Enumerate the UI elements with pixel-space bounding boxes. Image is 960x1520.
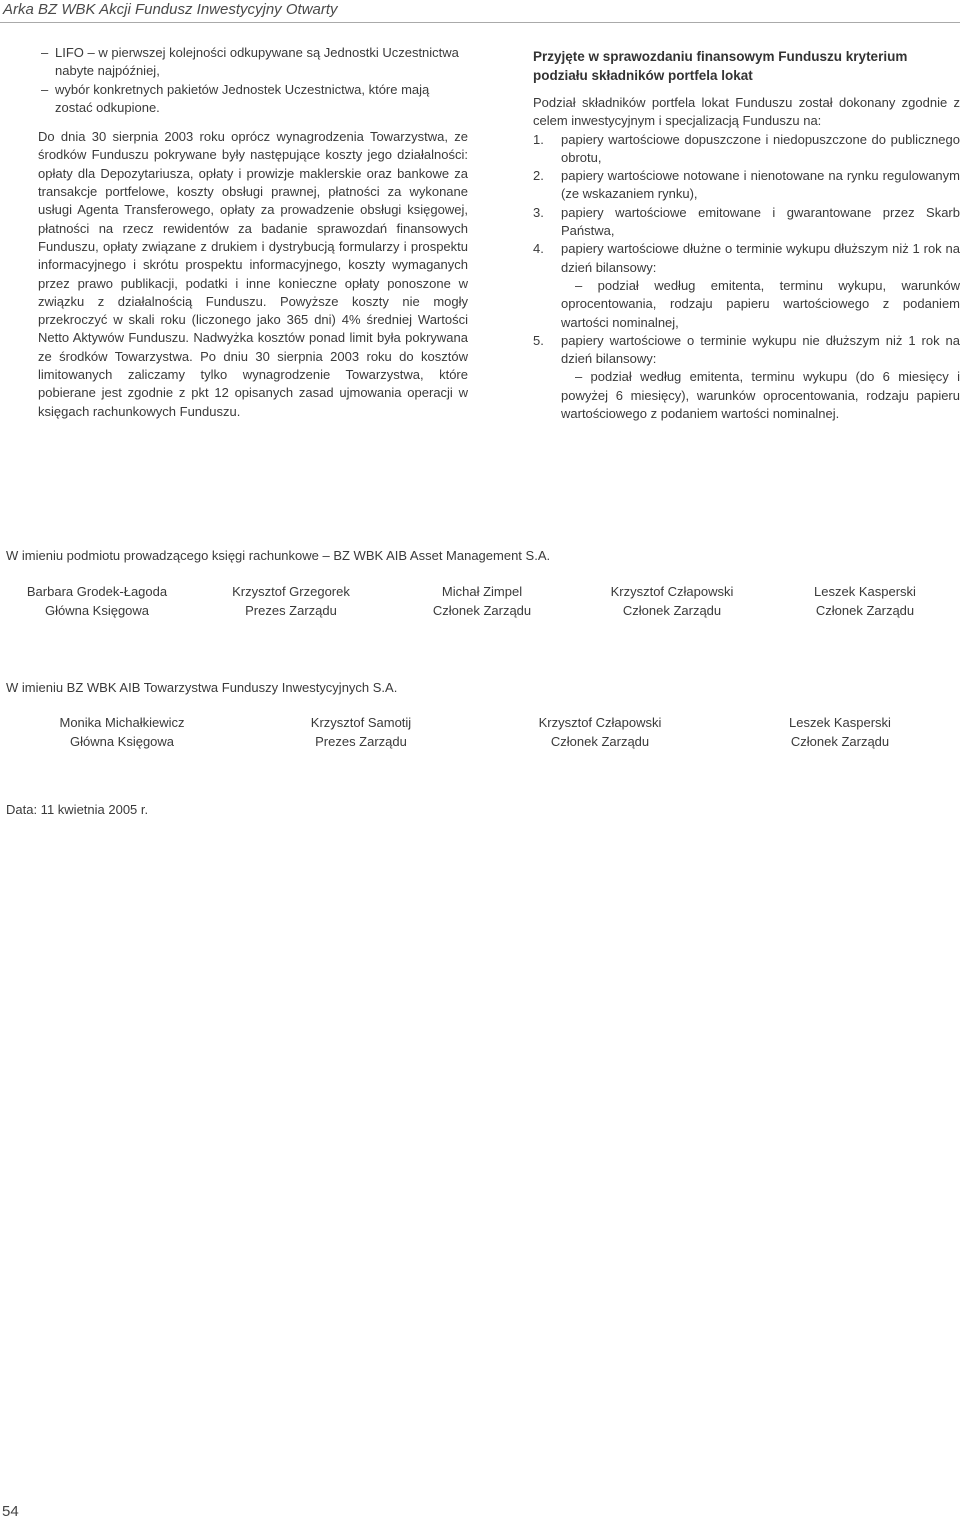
list-item-subpoint: – podział według emitenta, terminu wykupu (do 6 miesięcy i powyżej 6 miesięcy), warunków oprocentowania, rodzaju papieru wartościowego z podaniem wartości nominalnej. <box>561 369 960 422</box>
document-header-title: Arka BZ WBK Akcji Fundusz Inwestycyjny Otwarty <box>3 1 338 18</box>
list-item <box>38 81 468 118</box>
signatory-role: Członek Zarządu <box>432 603 532 618</box>
signatory-role: Członek Zarządu <box>790 734 890 749</box>
list-item <box>533 167 960 204</box>
signatory-name: Leszek Kasperski <box>814 584 916 599</box>
signatory-name: Barbara Grodek-Łagoda <box>26 584 168 599</box>
signature-block <box>7 582 187 620</box>
signature-block <box>201 582 381 620</box>
signatory-role: Główna Księgowa <box>44 603 150 618</box>
portfolio-criteria-list <box>533 131 960 424</box>
dash-bullet: – <box>41 45 49 60</box>
section-heading: Przyjęte w sprawozdaniu finansowym Funduszu kryterium podziału składników portfela lokat <box>533 49 908 83</box>
signature-block <box>392 582 572 620</box>
signatory-name: Krzysztof Samotij <box>310 715 412 730</box>
signatory-name: Krzysztof Grzegorek <box>232 584 350 599</box>
signatory-name: Monika Michałkiewicz <box>59 715 185 730</box>
list-item-text: papiery wartościowe o terminie wykupu nie dłuższym niż 1 rok na dzień bilansowy: <box>561 332 960 367</box>
costs-paragraph: Do dnia 30 sierpnia 2003 roku oprócz wynagrodzenia Towarzystwa, ze środków Funduszu pokrywane były następujące koszty jego działalności: opłaty dla Depozytariusza, opłaty i prowizje maklerskie oraz bankowe za transakcje portfelowe, koszty obsługi prawnej, płatności za wykonane usługi Agenta Transferowego, opłaty za prowadzenie obsługi księgowej, płatności na rzecz rewidentów za badanie sprawozdań finansowych Funduszu, opłaty związane z drukiem i dystrybucją formularzy i prospektu informacyjnego i skrótu prospektu informacyjnego, koszty wymaganych przez prawo publikacji, podatki i inne konieczne opłaty ponoszone w związku z działalnością Funduszu. Powyższe koszty nie mogły przekroczyć w skali roku (liczonego jako 365 dni) 4% średniej Wartości Netto Aktywów Funduszu. Nadwyżka kosztów ponad limit była pokrywana ze środków Towarzystwa. Po dniu 30 sierpnia 2003 roku do kosztów limitowanych zaliczamy tylko wynagrodzenie Towarzystwa, które pobierane jest zgodnie z pkt 12 opisanych zasad ujmowania operacji w księgach rachunkowych Funduszu. <box>38 129 468 419</box>
signature-intro-asset-management: W imieniu podmiotu prowadzącego księgi rachunkowe – BZ WBK AIB Asset Management S.A. <box>6 548 551 563</box>
dash-bullet: – <box>41 81 49 97</box>
list-item-text: papiery wartościowe dopuszczone i niedopuszczone do publicznego obrotu, <box>561 131 960 165</box>
right-column <box>533 48 960 423</box>
signatory-name: Krzysztof Człapowski <box>538 715 662 730</box>
list-item-text: papiery wartościowe dłużne o terminie wykupu dłuższym niż 1 rok na dzień bilansowy: <box>561 241 960 275</box>
signatory-role: Członek Zarządu <box>815 603 915 618</box>
list-item <box>38 44 468 81</box>
list-item-number: 2. <box>533 168 544 184</box>
list-item <box>533 240 960 331</box>
signature-block <box>32 713 212 751</box>
signatory-name: Michał Zimpel <box>441 584 523 599</box>
list-item-number: 4. <box>533 241 544 257</box>
signature-block <box>750 713 930 751</box>
list-item-subpoint: – podział według emitenta, terminu wykupu, warunków oprocentowania, rodzaju papieru wartościowego z podaniem wartości nominalnej, <box>561 277 960 330</box>
signatory-name: Leszek Kasperski <box>789 715 891 730</box>
list-item-text: wybór konkretnych pakietów Jednostek Uczestnictwa, które mają zostać odkupione. <box>55 81 430 115</box>
signature-intro-tfi: W imieniu BZ WBK AIB Towarzystwa Funduszy Inwestycyjnych S.A. <box>6 680 398 695</box>
list-item <box>533 131 960 168</box>
list-item-number: 3. <box>533 204 544 220</box>
signatory-role: Członek Zarządu <box>622 603 722 618</box>
document-date: Data: 11 kwietnia 2005 r. <box>6 802 149 817</box>
left-column <box>38 44 468 421</box>
list-item-number: 1. <box>533 131 544 147</box>
signatory-role: Główna Księgowa <box>69 734 175 749</box>
list-item-text: papiery wartościowe notowane i nienotowane na rynku regulowanym (ze wskazaniem rynku), <box>561 168 960 202</box>
signature-block <box>510 713 690 751</box>
signatory-role: Członek Zarządu <box>550 734 650 749</box>
list-item-text: papiery wartościowe emitowane i gwarantowane przez Skarb Państwa, <box>561 204 960 239</box>
list-item-number: 5. <box>533 332 544 348</box>
list-item <box>533 332 960 423</box>
signature-block <box>582 582 762 620</box>
signatory-role: Prezes Zarządu <box>245 603 337 618</box>
list-item <box>533 204 960 241</box>
signatory-role: Prezes Zarządu <box>315 734 407 749</box>
list-item-text: LIFO – w pierwszej kolejności odkupywane są Jednostki Uczestnictwa nabyte najpóźniej, <box>55 45 459 79</box>
header-divider <box>0 22 960 23</box>
signature-block <box>775 582 955 620</box>
signature-block <box>271 713 451 751</box>
page-number: 54 <box>2 1503 19 1520</box>
signatory-name: Krzysztof Człapowski <box>610 584 734 599</box>
section-intro: Podział składników portfela lokat Funduszu został dokonany zgodnie z celem inwestycyjnym i specjalizacją Funduszu na: <box>533 95 960 129</box>
